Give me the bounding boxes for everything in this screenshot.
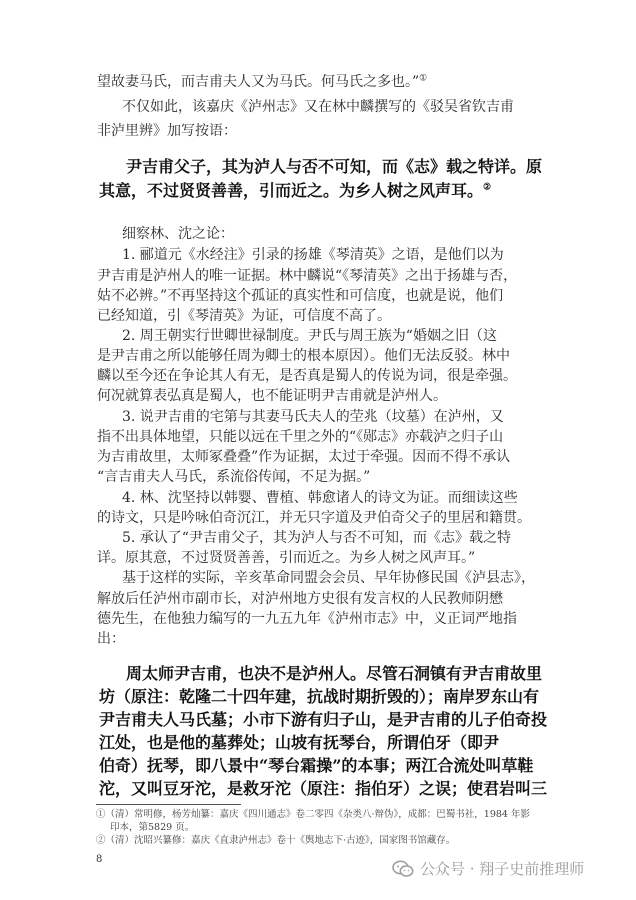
body-line: 已经知道，引《琴清英》为证，可信度不高了。 [97, 308, 391, 324]
footnote: ②（清）沈昭兴纂修：嘉庆《直隶泸州志》卷十《舆地志下·古迹》，国家图书馆藏存。 [96, 835, 456, 846]
body-line: 为吉甫故里，太师冢叠叠”作为证据，太过于牵强。因而不得不承认 [97, 449, 511, 465]
body-line: 3. 说尹吉甫的宅第与其妻马氏夫人的茔兆（坟墓）在泸州，又 [122, 409, 504, 425]
footnote-marker: ① [419, 73, 428, 84]
wechat-watermark [392, 858, 584, 879]
block-quote-line: 沱，又叫豆牙沱，是救牙沱（原注：指伯牙）之误；使君岩叫三 [99, 779, 548, 798]
footnote: 印本，第5829 页。 [110, 822, 195, 833]
block-quote-line: 坊（原注：乾隆二十四年建，抗战时期折毁的）；南岸罗东山有 [99, 687, 540, 706]
body-line: 非泸里辨》加写按语： [97, 123, 237, 139]
footnote: ①（清）常明修，杨芳灿纂：嘉庆《四川通志》卷二零四《杂类八·辩伪》，成都：巴蜀书社，1984 年影 [96, 809, 530, 820]
body-line: 德先生，在他独力编写的一九五九年《泸州市志》中，义正词严地指 [97, 611, 517, 627]
body-line: 详。原其意，不过贤贤善善，引而近之。为乡人树之风声耳。” [97, 550, 476, 566]
body-line: 2. 周王朝实行世卿世禄制度。尹氏与周王族为“婚姻之旧（这 [122, 328, 497, 344]
body-line: 尹吉甫是泸州人的唯一证据。林中麟说“《琴清英》之出于扬雄与否， [97, 268, 518, 284]
body-line: 5. 承认了“尹吉甫父子，其为泸人与否不可知，而《志》载之特 [122, 530, 511, 546]
block-quote-line: 尹吉甫父子，其为泸人与否不可知，而《志》载之特详。原 [126, 157, 543, 176]
body-line: 1. 郦道元《水经注》引录的扬雄《琴清英》之语，是他们以为 [122, 247, 504, 263]
body-line: 指不出具体地望，只能以远在千里之外的“《郧志》亦载泸之归子山 [97, 429, 504, 445]
body-line: 解放后任泸州市副市长，对泸州地方史很有发言权的人民教师阴懋 [97, 591, 503, 607]
block-quote-line: 周太师尹吉甫，也决不是泸州人。尽管石洞镇有尹吉甫故里 [126, 664, 543, 683]
body-line: 基于这样的实际，辛亥革命同盟会会员、早年协修民国《泸县志》， [122, 570, 535, 586]
wechat-icon [392, 860, 414, 878]
body-line: 不仅如此，该嘉庆《泸州志》又在林中麟撰写的《驳吴省钦吉甫 [122, 99, 514, 115]
block-quote-line: 伯奇）抚琴，即八景中“琴台霜操”的本事；两江合流处叫草鞋 [99, 756, 534, 775]
body-line: 姑不必辨。”不再坚持这个孤证的真实性和可信度，也就是说，他们 [97, 288, 504, 304]
page-number: 8 [96, 854, 103, 865]
body-line: 4. 林、沈坚持以韩婴、曹植、韩愈诸人的诗文为证。而细读这些 [122, 490, 518, 506]
body-line: 出： [97, 631, 125, 647]
block-quote-line: 江处，也是他的墓葬处；山坡有抚琴台，所谓伯牙（即尹 [99, 733, 500, 752]
watermark-text: 公众号 · 翔子史前推理师 [420, 860, 585, 878]
body-line: “言吉甫夫人马氏，系流俗传闻，不足为据。” [97, 469, 371, 485]
block-quote-line: 尹吉甫夫人马氏墓；小市下游有归子山，是尹吉甫的儿子伯奇投 [99, 710, 548, 729]
body-line: 是尹吉甫之所以能够任周为卿士的根本原因）。他们无法反驳。林中 [97, 348, 510, 364]
footnote-marker: ② [483, 182, 492, 193]
body-line: 何况就算表弘真是蜀人，也不能证明尹吉甫就是泸州人。 [97, 388, 447, 404]
body-line: 望故妻马氏，而吉甫夫人又为马氏。何马氏之多也。”① [97, 73, 428, 90]
body-line: 的诗文，只是吟咏伯奇沉江，并无只字道及尹伯奇父子的里居和籍贯。 [97, 510, 531, 526]
body-line: 麟以至今还在争论其人有无，是否真是蜀人的传说为词，很是牵强。 [97, 368, 517, 384]
block-quote-line: 其意，不过贤贤善善，引而近之。为乡人树之风声耳。② [99, 181, 492, 200]
body-line: 细察林、沈之论： [122, 226, 234, 242]
footnote-divider [96, 804, 241, 805]
